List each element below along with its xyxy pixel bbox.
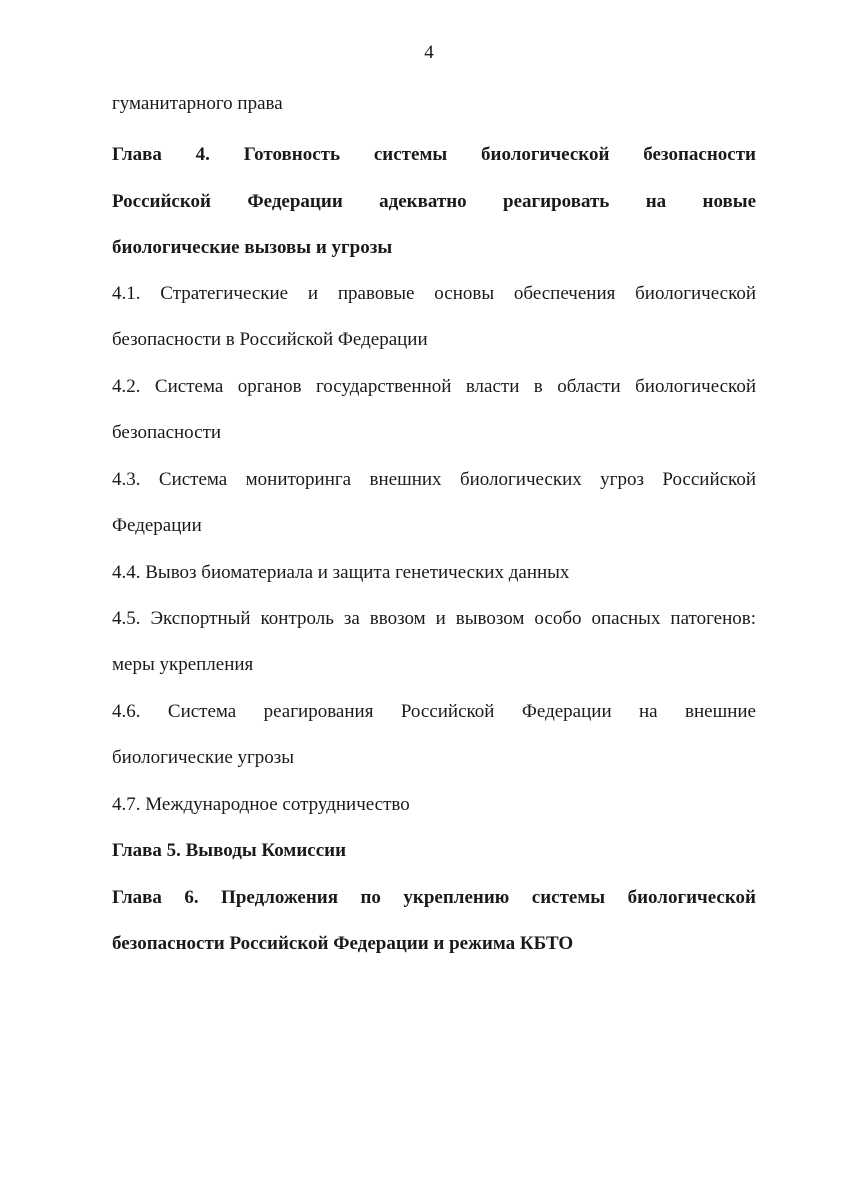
chapter-4-heading-line-3: биологические вызовы и угрозы bbox=[112, 237, 393, 258]
section-4-5-line-2: меры укрепления bbox=[112, 654, 254, 675]
section-4-3-line-2: Федерации bbox=[112, 515, 202, 536]
page-number: 4 bbox=[424, 42, 434, 63]
toc-line-continuation: гуманитарного права bbox=[112, 93, 283, 114]
section-4-4: 4.4. Вывоз биоматериала и защита генетических данных bbox=[112, 562, 570, 583]
section-4-6-line-1: 4.6. Система реагирования Российской Федерации на внешние bbox=[112, 701, 756, 722]
section-4-6-line-2: биологические угрозы bbox=[112, 747, 295, 768]
section-4-1-line-1: 4.1. Стратегические и правовые основы обеспечения биологической bbox=[112, 283, 756, 304]
chapter-6-heading-line-1: Глава 6. Предложения по укреплению системы биологической bbox=[112, 887, 756, 908]
chapter-4-heading-line-1: Глава 4. Готовность системы биологической безопасности bbox=[112, 144, 756, 165]
section-4-7: 4.7. Международное сотрудничество bbox=[112, 794, 410, 815]
section-4-1-line-2: безопасности в Российской Федерации bbox=[112, 329, 428, 350]
section-4-5-line-1: 4.5. Экспортный контроль за ввозом и вывозом особо опасных патогенов: bbox=[112, 608, 756, 629]
chapter-4-heading-line-2: Российской Федерации адекватно реагировать на новые bbox=[112, 191, 756, 212]
chapter-5-heading: Глава 5. Выводы Комиссии bbox=[112, 840, 347, 861]
chapter-6-heading-line-2: безопасности Российской Федерации и режима КБТО bbox=[112, 933, 574, 954]
section-4-2-line-1: 4.2. Система органов государственной власти в области биологической bbox=[112, 376, 756, 397]
section-4-3-line-1: 4.3. Система мониторинга внешних биологических угроз Российской bbox=[112, 469, 756, 490]
section-4-2-line-2: безопасности bbox=[112, 422, 222, 443]
